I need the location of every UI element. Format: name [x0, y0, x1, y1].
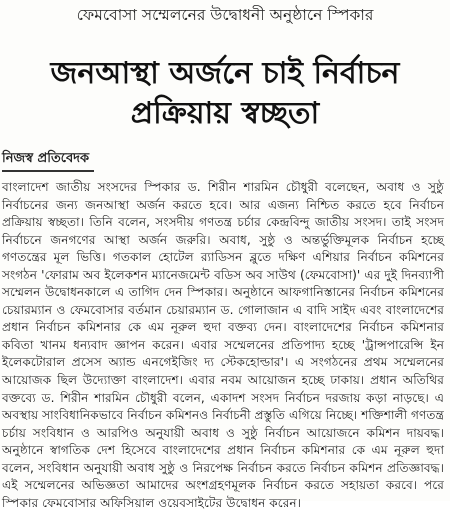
headline-line-2: প্রক্রিয়ায় স্বচ্ছতা: [130, 96, 320, 131]
kicker-line: ফেমবোসা সম্মেলনের উদ্বোধনী অনুষ্ঠানে স্পিকার: [76, 6, 374, 24]
headline-line-1: জনআস্থা অর্জনে চাই নির্বাচন: [50, 56, 400, 91]
headline: [0, 54, 450, 134]
article-body: বাংলাদেশ জাতীয় সংসদের স্পিকার ড. শিরীন শারমিন চৌধুরী বলেছেন, অবাধ ও সুষ্ঠু নির্বাচনের জন্য জনআস্থা অর্জন করতে হবে। আর এজন্য নিশ্চিত করতে হবে নির্বাচন প্রক্রিয়ায় স্বচ্ছতা। তিনি বলেন, সংসদীয় গণতন্ত্র চর্চার কেন্দ্রবিন্দু জাতীয় সংসদ। তাই সংসদ নির্বাচনে জনগণের আস্থা অর্জন জরুরি। অবাধ, সুষ্ঠু ও অন্তর্ভুক্তিমূলক নির্বাচন হচ্ছে গণতন্ত্রের মূল ভিত্তি। গতকাল হোটেল র‍্যাডিসন ব্লুতে দক্ষিণ এশিয়ার নির্বাচন কমিশনের সংগঠন 'ফোরাম অব ইলেকশন ম্যানেজমেন্ট বডিস অব সাউথ (ফেমবোসা)' এর দুই দিনব্যাপী সম্মেলন উদ্বোধনকালে এ তাগিদ দেন স্পিকার। অনুষ্ঠানে আফগানিস্তানের নির্বাচন কমিশনের চেয়ারম্যান ও ফেমবোসার বর্তমান চেয়ারম্যান ড. গোলাজান এ বাদি সাইদ এবং বাংলাদেশের প্রধান নির্বাচন কমিশনার কে এম নূরুল হুদা বক্তব্য দেন। বাংলাদেশের নির্বাচন কমিশনার কবিতা খানম ধন্যবাদ জ্ঞাপন করেন। এবার সম্মেলনের প্রতিপাদ্য হচ্ছে 'ট্রান্সপারেন্সি ইন ইলেকটোরাল প্রসেস অ্যান্ড এনগেইজিং দ্য স্টেকহোল্ডার'। এ সংগঠনের প্রথম সম্মেলনের আয়োজক ছিল উদ্যোক্তা বাংলাদেশ। এবার নবম আয়োজন হচ্ছে ঢাকায়। প্রধান অতিথির বক্তব্যে ড. শিরীন শারমিন চৌধুরী বলেন, একাদশ সংসদ নির্বাচন দরজায় কড়া নাড়ছে। এ অবস্থায় সাংবিধানিকভাবে নির্বাচন কমিশনও নির্বাচনী প্রস্তুতি এগিয়ে নিচ্ছে। শক্তিশালী গণতন্ত্র চর্চায় সংবিধান ও আরপিও অনুযায়ী অবাধ ও সুষ্ঠু নির্বাচন আয়োজনে কমিশন দায়বদ্ধ। অনুষ্ঠানে স্বাগতিক দেশ হিসেবে বাংলাদেশের প্রধান নির্বাচন কমিশনার কে এম নূরুল হুদা বলেন, সংবিধান অনুযায়ী অবাধ সুষ্ঠু ও নিরপেক্ষ নির্বাচন করতে নির্বাচন কমিশন প্রতিজ্ঞাবদ্ধ। এই সম্মেলনের অভিজ্ঞতা আমাদের অংশগ্রহণমূলক নির্বাচন করতে সহায়তা করবে। পরে স্পিকার ফেমবোসার অফিসিয়াল ওয়েবসাইটের উদ্বোধন করেন।: [2, 180, 444, 510]
byline: নিজস্ব প্রতিবেদক: [2, 151, 90, 166]
byline-underline: [2, 170, 94, 172]
